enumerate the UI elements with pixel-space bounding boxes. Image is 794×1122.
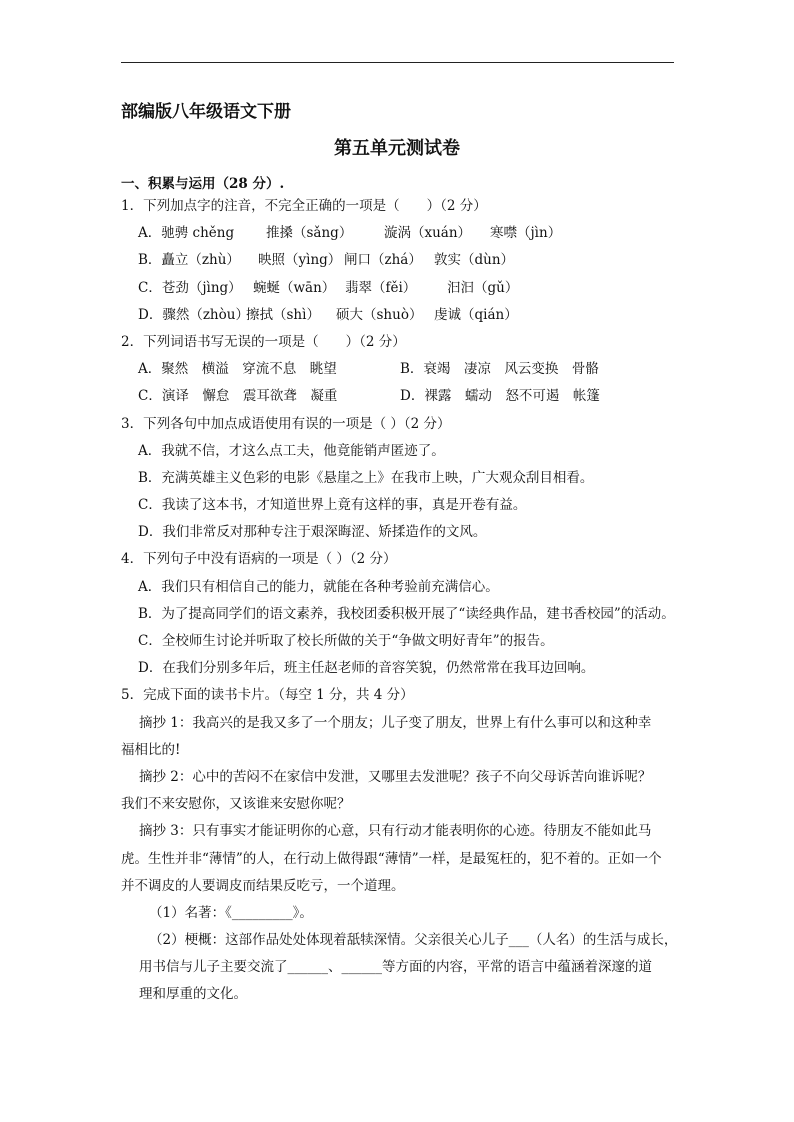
subquestion-2-line-3: 理和厚重的文化。	[139, 986, 247, 1003]
q1-a-item-3: 漩涡（xuán）	[384, 225, 472, 242]
question-1-option-a	[121, 220, 681, 247]
q1-d-item-3: 硕大（shuò）	[336, 306, 423, 323]
subquestion-2-line-2: 用书信与儿子主要交流了______、______等方面的内容，平常的语言中蕴涵着深邃的道	[139, 959, 652, 976]
question-1-option-b	[121, 247, 681, 274]
header-rule	[121, 62, 674, 63]
question-2-option-c: C．演译 懈怠 震耳欲聋 凝重	[138, 388, 338, 405]
question-3-option-d: D．我们非常反对那种专注于艰深晦涩、矫揉造作的文风。	[138, 524, 487, 541]
question-1-option-c	[121, 275, 681, 302]
q1-c-item-1: C．苍劲（jìng）	[138, 279, 242, 296]
question-4-option-b: B．为了提高同学们的语文素养，我校团委积极开展了“读经典作品，建书香校园”的活动。	[138, 605, 675, 622]
question-3-stem: 3．下列各句中加点成语使用有误的一项是（ ）（2 分）	[121, 415, 451, 432]
question-2-option-b: B．衰竭 凄凉 风云变换 骨骼	[400, 361, 599, 378]
paper-title: 第五单元测试卷	[334, 138, 460, 159]
q1-b-item-1: B．矗立（zhù）	[138, 252, 240, 269]
question-2-option-a: A．聚然 横溢 穿流不息 眺望	[138, 361, 337, 378]
excerpt-1-line-1: 摘抄 1：我高兴的是我又多了一个朋友；儿子变了朋友，世界上有什么事可以和这种幸	[139, 714, 652, 731]
q1-b-item-2: 映照（yìng）	[258, 252, 342, 269]
question-4-option-a: A．我们只有相信自己的能力，就能在各种考验前充满信心。	[138, 578, 499, 595]
q1-a-item-1: A．驰骋 chěng	[138, 225, 235, 242]
excerpt-2-line-2: 我们不来安慰你，又该谁来安慰你呢？	[121, 796, 351, 813]
q1-d-item-1: D．骤然（zhòu）	[138, 306, 249, 323]
q1-d-item-4: 虔诚（qián）	[434, 306, 518, 323]
subquestion-2-line-1: （2）梗概：这部作品处处体现着舐犊深情。父亲很关心儿子___（人名）的生活与成长，	[149, 932, 678, 949]
q1-d-item-2: 擦拭（shì）	[246, 306, 320, 323]
excerpt-3-line-3: 并不调皮的人要调皮而结果反吃亏，一个道理。	[121, 877, 405, 894]
q1-a-item-4: 寒噤（jìn）	[490, 225, 562, 242]
document-title: 部编版八年级语文下册	[121, 102, 291, 122]
question-2-row-1	[121, 356, 681, 383]
question-4-stem: 4．下列句子中没有语病的一项是（ ）（2 分）	[121, 551, 397, 568]
question-1-option-d	[121, 302, 681, 329]
excerpt-3-line-1: 摘抄 3：只有事实才能证明你的心意，只有行动才能表明你的心迹。待朋友不能如此马	[139, 823, 652, 840]
subquestion-1: （1）名著：《_________》。	[149, 904, 313, 921]
question-1-stem: 1．下列加点字的注音，不完全正确的一项是（ ）（2 分）	[121, 198, 487, 214]
question-3-option-c: C．我读了这本书，才知道世界上竟有这样的事，真是开卷有益。	[138, 497, 527, 514]
question-2-option-d: D．裸露 蠕动 怒不可遏 帐篷	[400, 388, 600, 405]
q1-c-item-2: 蜿蜒（wān）	[253, 279, 336, 296]
question-body	[121, 193, 681, 1009]
question-3-option-a: A．我就不信，才这么点工夫，他竟能销声匿迹了。	[138, 442, 445, 459]
question-5-stem: 5．完成下面的读书卡片。（每空 1 分，共 4 分）	[121, 687, 414, 704]
q1-b-item-3: 闸口（zhá）	[344, 252, 422, 269]
q1-c-item-4: 汩汩（gǔ）	[447, 279, 519, 296]
excerpt-1-line-2: 福相比的!	[121, 741, 181, 758]
excerpt-3-line-2: 虎。生性并非“薄情”的人，在行动上做得跟“薄情”一样，是最冤枉的，犯不着的。正如一个	[121, 850, 662, 867]
q1-b-item-4: 敦实（dùn）	[434, 252, 515, 269]
question-2-row-2	[121, 383, 681, 410]
q1-a-item-2: 推搡（sǎng）	[266, 225, 353, 242]
section-heading: 一、积累与运用（28 分）.	[121, 176, 285, 192]
question-4-option-c: C．全校师生讨论并听取了校长所做的关于“争做文明好青年”的报告。	[138, 633, 554, 649]
question-2-stem: 2．下列词语书写无误的一项是（ ）（2 分）	[121, 333, 406, 350]
excerpt-2-line-1: 摘抄 2：心中的苦闷不在家信中发泄，又哪里去发泄呢？孩子不向父母诉苦向谁诉呢？	[139, 768, 652, 785]
question-4-option-d: D．在我们分别多年后，班主任赵老师的音容笑貌，仍然常常在我耳边回响。	[138, 660, 595, 677]
question-3-option-b: B．充满英雄主义色彩的电影《悬崖之上》在我市上映，广大观众刮目相看。	[138, 469, 594, 486]
q1-c-item-3: 翡翠（fěi）	[345, 279, 417, 296]
